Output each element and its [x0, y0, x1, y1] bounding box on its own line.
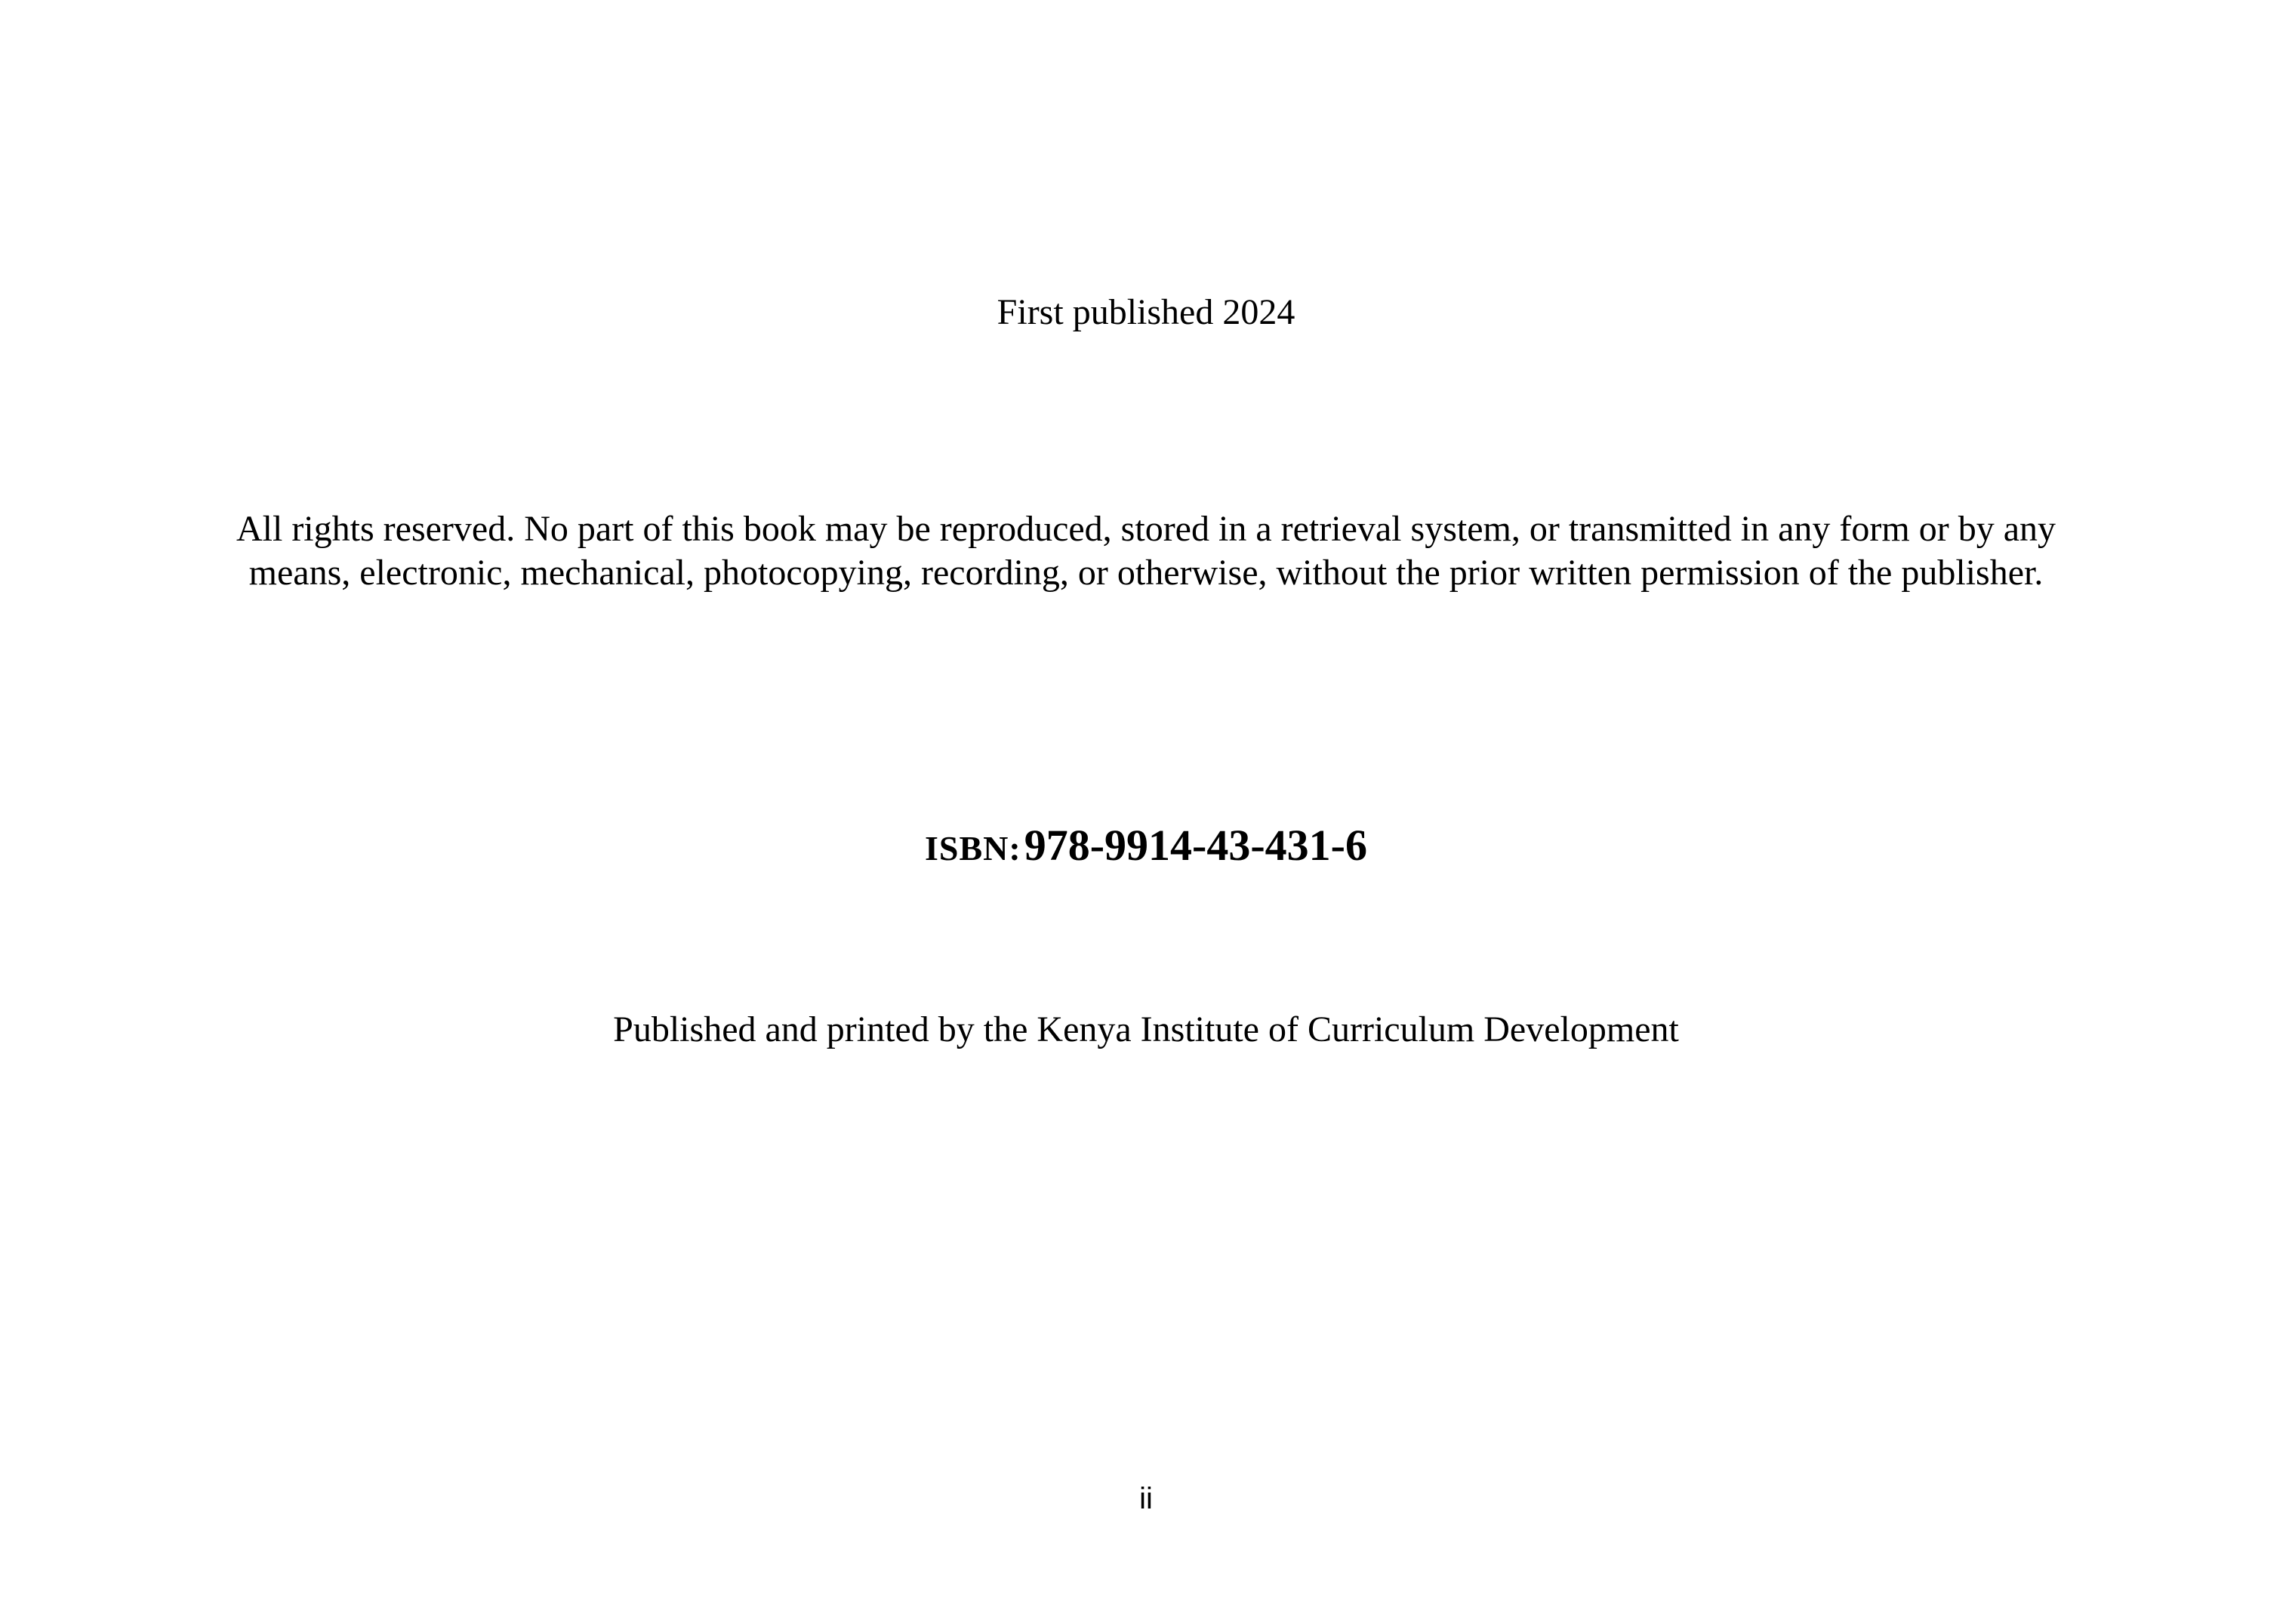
isbn-number: 978-9914-43-431-6	[1024, 821, 1367, 870]
rights-statement	[226, 507, 2066, 595]
publisher-line: Published and printed by the Kenya Institute of Curriculum Development	[613, 1009, 1679, 1049]
first-published-line: First published 2024	[997, 292, 1295, 332]
isbn-line	[0, 815, 2292, 887]
rights-statement-line-1: All rights reserved. No part of this book may be reproduced, stored in a retrieval system, or transmitted in any form or by any	[236, 509, 2056, 549]
isbn-label: ISBN:	[925, 829, 1021, 867]
page-number: ii	[1139, 1482, 1153, 1515]
rights-statement-line-2: means, electronic, mechanical, photocopying, recording, or otherwise, without the prior written permission of the publisher.	[248, 553, 2044, 593]
